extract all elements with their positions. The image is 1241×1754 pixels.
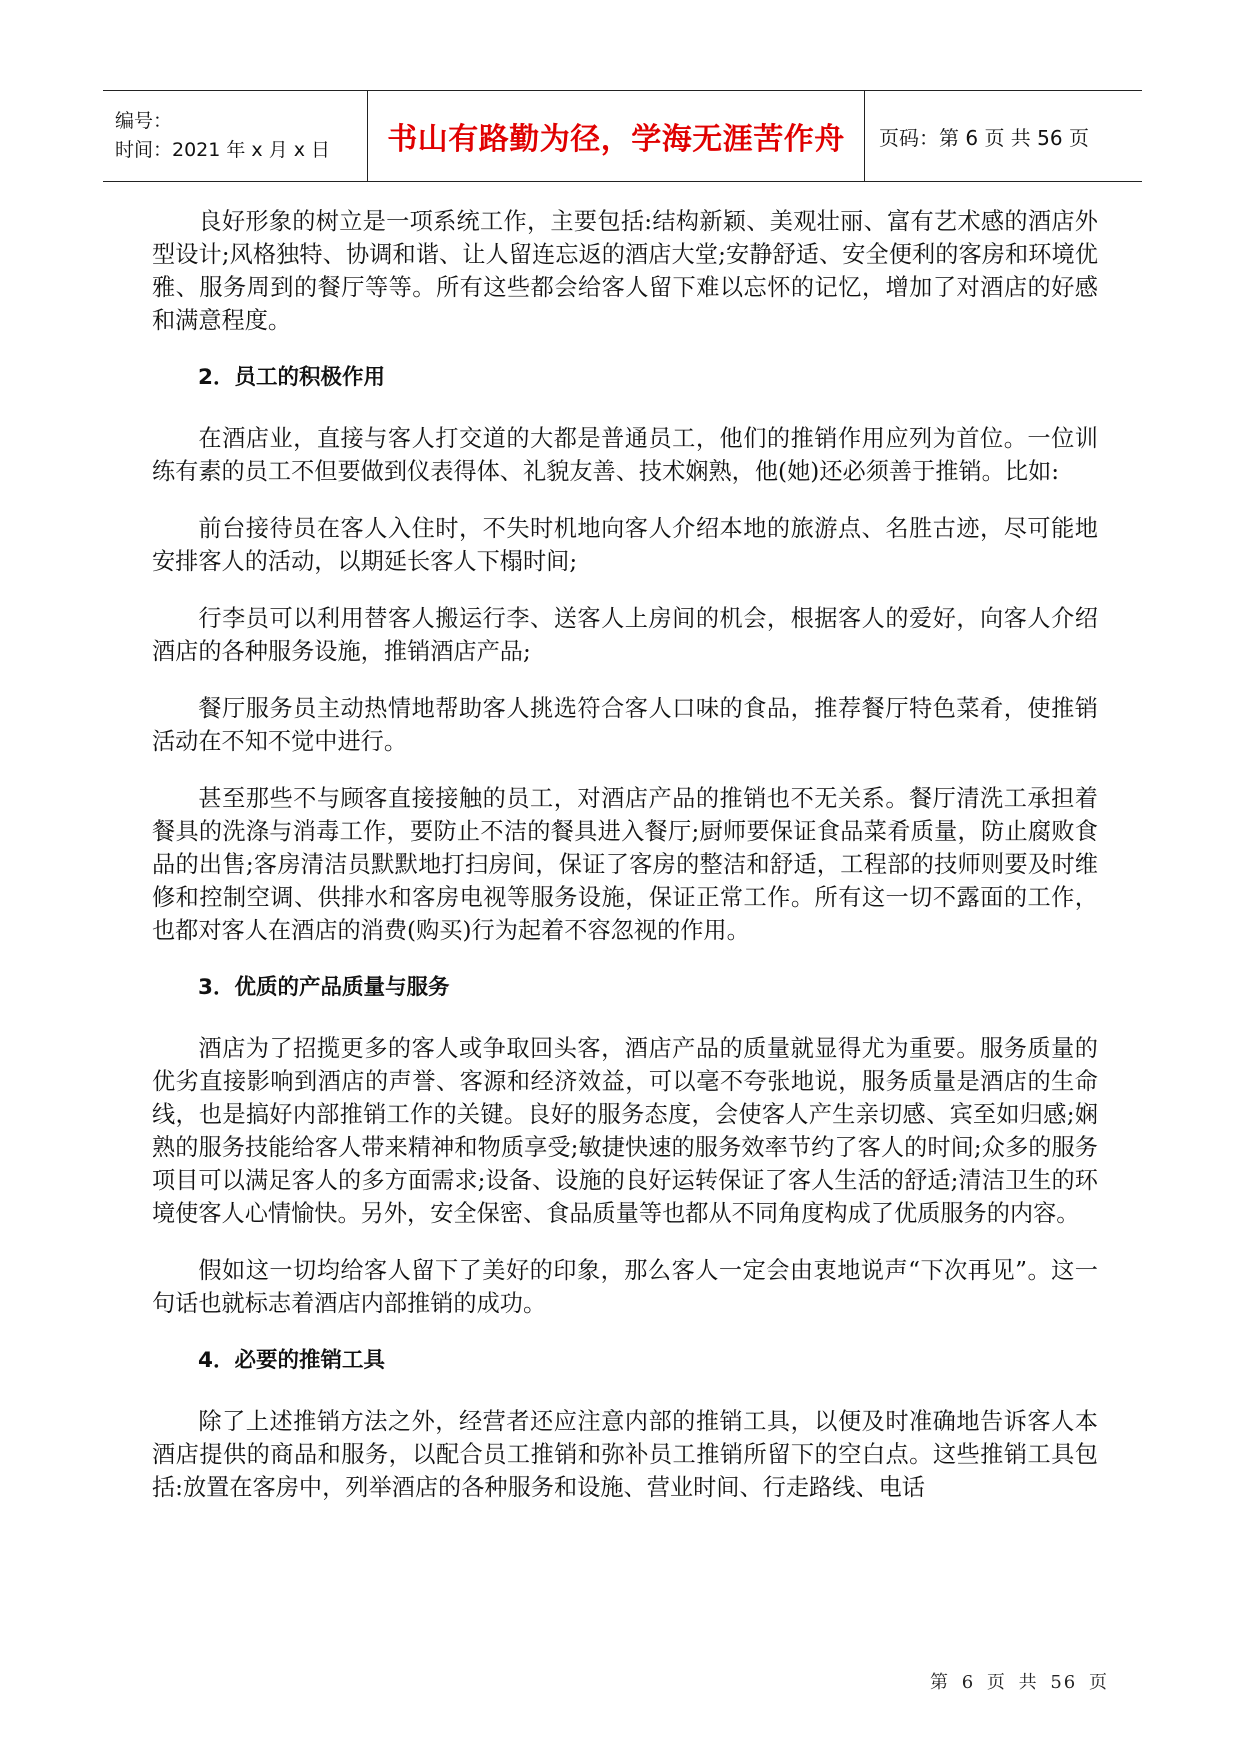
paragraph: 除了上述推销方法之外，经营者还应注意内部的推销工具，以便及时准确地告诉客人本酒店提供的商品和服务，以配合员工推销和弥补员工推销所留下的空白点。这些推销工具包括:放置在客房中，列举酒店的各种服务和设施、营业时间、行走路线、电话 [152,1408,1098,1501]
section-heading: 2．员工的积极作用 [198,365,385,390]
page-header [103,90,1142,182]
paragraph: 餐厅服务员主动热情地帮助客人挑选符合客人口味的食品，推荐餐厅特色菜肴，使推销活动在不知不觉中进行。 [152,695,1098,755]
paragraph: 甚至那些不与顾客直接接触的员工，对酒店产品的推销也不无关系。餐厅清洗工承担着餐具的洗涤与消毒工作，要防止不洁的餐具进入餐厅;厨师要保证食品菜肴质量，防止腐败食品的出售;客房清洁员默默地打扫房间，保证了客房的整洁和舒适，工程部的技师则要及时维修和控制空调、供排水和客房电视等服务设施，保证正常工作。所有这一切不露面的工作，也都对客人在酒店的消费(购买)行为起着不容忽视的作用。 [152,785,1098,944]
paragraph: 在酒店业，直接与客人打交道的大都是普通员工，他们的推销作用应列为首位。一位训练有素的员工不但要做到仪表得体、礼貌友善、技术娴熟，他(她)还必须善于推销。比如: [152,425,1098,485]
document-body [152,205,1098,1528]
section-heading: 3．优质的产品质量与服务 [198,975,450,1000]
paragraph: 酒店为了招揽更多的客人或争取回头客，酒店产品的质量就显得尤为重要。服务质量的优劣直接影响到酒店的声誉、客源和经济效益，可以毫不夸张地说，服务质量是酒店的生命线，也是搞好内部推销工作的关键。良好的服务态度，会使客人产生亲切感、宾至如归感;娴熟的服务技能给客人带来精神和物质享受;敏捷快速的服务效率节约了客人的时间;众多的服务项目可以满足客人的多方面需求;设备、设施的良好运转保证了客人生活的舒适;清洁卫生的环境使客人心情愉快。另外，安全保密、食品质量等也都从不同角度构成了优质服务的内容。 [152,1035,1098,1227]
header-page-info: 页码：第 6 页 共 56 页 [879,125,1089,150]
paragraph: 良好形象的树立是一项系统工作，主要包括:结构新颖、美观壮丽、富有艺术感的酒店外型设计;风格独特、协调和谐、让人留连忘返的酒店大堂;安静舒适、安全便利的客房和环境优雅、服务周到的餐厅等等。所有这些都会给客人留下难以忘怀的记忆，增加了对酒店的好感和满意程度。 [152,208,1098,334]
section-heading: 4．必要的推销工具 [198,1348,385,1373]
header-motto: 书山有路勤为径，学海无涯苦作舟 [368,91,865,181]
serial-label: 编号： [115,110,173,133]
paragraph: 假如这一切均给客人留下了美好的印象，那么客人一定会由衷地说声“下次再见”。这一句话也就标志着酒店内部推销的成功。 [152,1257,1098,1317]
page-footer: 第 6 页 共 56 页 [930,1672,1109,1693]
paragraph: 前台接待员在客人入住时，不失时机地向客人介绍本地的旅游点、名胜古迹，尽可能地安排客人的活动，以期延长客人下榻时间; [152,515,1098,575]
header-meta [103,91,368,181]
paragraph: 行李员可以利用替客人搬运行李、送客人上房间的机会，根据客人的爱好，向客人介绍酒店的各种服务设施，推销酒店产品; [152,605,1098,665]
time-label: 时间：2021 年 x 月 x 日 [115,139,331,161]
